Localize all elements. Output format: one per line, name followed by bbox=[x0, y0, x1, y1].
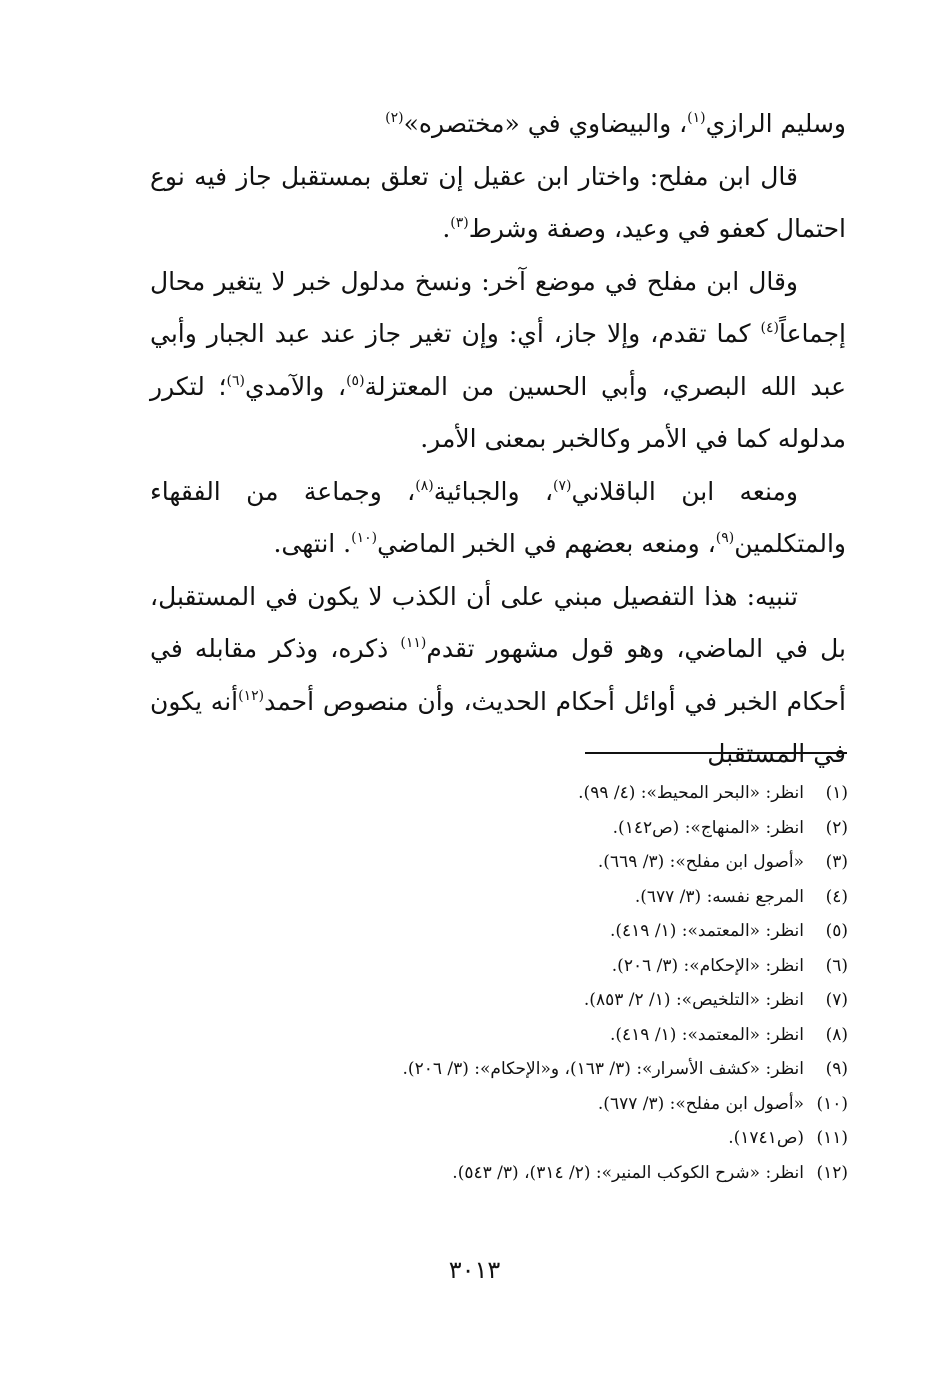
paragraph-text: . انتهى. bbox=[273, 529, 352, 558]
paragraph bbox=[150, 466, 846, 571]
footnote-number: (١) bbox=[825, 783, 848, 803]
paragraph-text: ، والآمدي bbox=[244, 371, 347, 401]
footnote-reference[interactable]: (٤) bbox=[760, 320, 779, 336]
footnote-text: المرجع نفسه: (٣/ ٦٧٧). bbox=[634, 886, 804, 907]
footnote-reference[interactable]: (٧) bbox=[553, 477, 572, 494]
footnote-number: (٥) bbox=[825, 921, 848, 941]
footnote-number: (٤) bbox=[825, 886, 848, 907]
footnotes-list bbox=[150, 776, 848, 1190]
footnote-item bbox=[150, 1156, 848, 1191]
footnote-reference[interactable]: (١٢) bbox=[238, 687, 265, 704]
footnote-item bbox=[150, 983, 848, 1018]
paragraph-text: ومنعه ابن الباقلاني bbox=[571, 476, 799, 506]
paragraph-text: وسليم الرازي bbox=[705, 109, 846, 138]
footnote-reference[interactable]: (١٠) bbox=[351, 530, 378, 546]
footnote-text: (ص١٧٤١). bbox=[728, 1128, 804, 1148]
footnote-text: «أصول ابن مفلح»: (٣/ ٦٦٩). bbox=[597, 852, 804, 872]
footnote-number: (٦) bbox=[825, 955, 848, 976]
footnote-item bbox=[150, 1018, 848, 1053]
footnote-item bbox=[150, 949, 848, 984]
footnote-number: (٢) bbox=[825, 817, 848, 838]
footnote-item bbox=[150, 1052, 848, 1087]
paragraph-text: تنبيه: هذا التفصيل مبني على أن الكذب لا يكون في المستقبل، بل في الماضي، وهو قول مشهور تقدم bbox=[150, 581, 846, 663]
footnote-item bbox=[150, 811, 848, 846]
footnote-reference[interactable]: (١١) bbox=[400, 635, 427, 651]
footnote-text: انظر: «المعتمد»: (١/ ٤١٩). bbox=[609, 1024, 804, 1045]
footnote-item bbox=[150, 845, 848, 880]
footnote-item bbox=[150, 1121, 848, 1156]
footnote-reference[interactable]: (٦) bbox=[226, 372, 245, 389]
page-number: ٣٠١٣ bbox=[448, 1256, 501, 1284]
paragraph-text: ذكره، وذكر مقابله في أحكام الخبر في أوائل أحكام الحديث، وأن منصوص أحمد bbox=[150, 634, 846, 716]
paragraph-text: . bbox=[442, 214, 451, 243]
footnote-reference[interactable]: (٨) bbox=[415, 477, 434, 494]
paragraph bbox=[150, 151, 846, 256]
paragraph-text: كما تقدم، وإلا جاز، أي: وإن تغير جاز عند عبد الجبار وأبي عبد الله البصري، وأبي الحسين من المعتزلة bbox=[150, 319, 846, 401]
paragraph-text: قال ابن مفلح: واختار ابن عقيل إن تعلق بمستقبل جاز فيه نوع احتمال كعفو في وعيد، وصفة وشرط bbox=[150, 161, 846, 243]
footnote-item bbox=[150, 914, 848, 949]
paragraph bbox=[150, 98, 846, 151]
footnote-reference[interactable]: (٣) bbox=[450, 215, 469, 231]
footnote-text: انظر: «شرح الكوكب المنير»: (٢/ ٣١٤)، (٣/ ٥٤٣). bbox=[452, 1162, 804, 1183]
footnote-reference[interactable]: (١) bbox=[687, 110, 706, 126]
paragraph bbox=[150, 256, 846, 466]
footnote-reference[interactable]: (٩) bbox=[715, 530, 735, 546]
paragraph-text: وقال ابن مفلح في موضع آخر: ونسخ مدلول خبر لا يتغير محال إجماعاً bbox=[150, 266, 846, 348]
main-text bbox=[150, 98, 846, 781]
footnote-number: (١٠) bbox=[816, 1093, 848, 1114]
paragraph bbox=[150, 571, 846, 781]
paragraph-text: ، والبيضاوي في «مختصره» bbox=[403, 109, 688, 138]
footnote-reference[interactable]: (٢) bbox=[385, 110, 404, 126]
footnote-text: انظر: «التلخيص»: (١/ ٢/ ٨٥٣). bbox=[583, 990, 804, 1010]
footnote-number: (٧) bbox=[825, 990, 848, 1010]
footnote-text: انظر: «البحر المحيط»: (٤/ ٩٩). bbox=[578, 783, 804, 803]
footnote-reference[interactable]: (٥) bbox=[346, 372, 365, 389]
paragraph-text: أنه يكون في المستقبل bbox=[150, 686, 846, 768]
paragraph-text: ، ومنعه بعضهم في الخبر الماضي bbox=[377, 529, 716, 558]
footnote-number: (٨) bbox=[825, 1024, 848, 1045]
footnote-number: (٣) bbox=[825, 852, 848, 872]
footnote-number: (٩) bbox=[825, 1059, 848, 1079]
footnote-text: انظر: «المعتمد»: (١/ ٤١٩). bbox=[609, 921, 804, 941]
footnote-item bbox=[150, 1087, 848, 1122]
footnote-text: انظر: «الإحكام»: (٣/ ٢٠٦). bbox=[611, 955, 804, 976]
footnote-text: انظر: «المنهاج»: (ص١٤٢). bbox=[612, 817, 804, 838]
footnote-text: «أصول ابن مفلح»: (٣/ ٦٧٧). bbox=[597, 1093, 804, 1114]
footnote-number: (١٢) bbox=[816, 1162, 848, 1183]
footnote-item bbox=[150, 880, 848, 915]
paragraph-text: ، والجبائية bbox=[433, 476, 554, 506]
footnote-number: (١١) bbox=[816, 1128, 848, 1148]
footnote-item bbox=[150, 776, 848, 811]
paragraph-text: ؛ لتكرر مدلوله كما في الأمر وكالخبر بمعنى الأمر. bbox=[150, 371, 846, 453]
footnote-separator-line bbox=[585, 752, 847, 754]
paragraph-text: ، وجماعة من الفقهاء والمتكلمين bbox=[150, 476, 846, 558]
footnote-text: انظر: «كشف الأسرار»: (٣/ ١٦٣)، و«الإحكام»: (٣/ ٢٠٦). bbox=[402, 1059, 804, 1079]
